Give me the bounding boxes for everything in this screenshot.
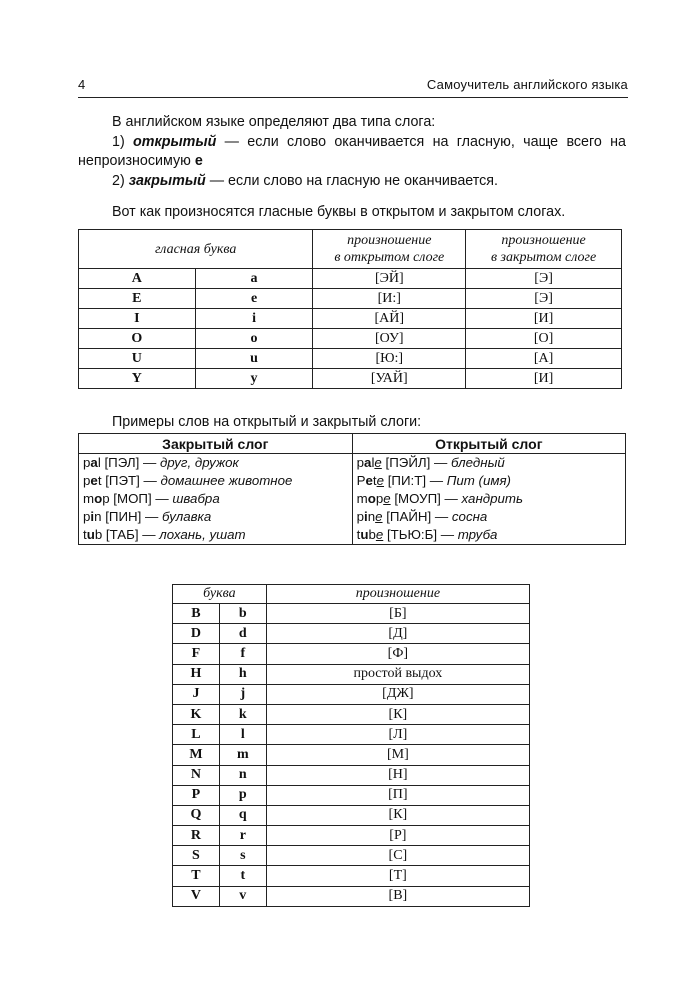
uppercase-letter: U (79, 349, 196, 369)
open-syllable-definition-cont: непроизносимую е (78, 153, 203, 169)
uppercase-letter: P (173, 785, 220, 805)
uppercase-letter: R (173, 826, 220, 846)
table-header-row (79, 230, 622, 269)
uppercase-letter: N (173, 765, 220, 785)
table-row (173, 624, 530, 644)
table-row (173, 785, 530, 805)
open-syllable-pronunciation: [И:] (313, 289, 466, 309)
table-row (173, 704, 530, 724)
lowercase-letter: k (219, 704, 266, 724)
pronunciation: [Ф] (266, 644, 529, 664)
intro-line: В английском языке определяют два типа слога: (112, 114, 436, 130)
open-term: открытый (133, 133, 217, 150)
running-header (78, 77, 628, 97)
uppercase-letter: V (173, 886, 220, 906)
table-row (173, 725, 530, 745)
open-syllable-example: pale [ПЭЙЛ] — бледный (352, 454, 625, 473)
header-closed-syllable: произношение в закрытом слоге (466, 230, 622, 269)
table-row (79, 329, 622, 349)
lowercase-letter: i (195, 309, 313, 329)
lowercase-letter: s (219, 846, 266, 866)
uppercase-letter: B (173, 604, 220, 624)
lowercase-letter: j (219, 684, 266, 704)
closed-syllable-pronunciation: [И] (466, 309, 622, 329)
uppercase-letter: J (173, 684, 220, 704)
lowercase-letter: a (195, 269, 313, 289)
lowercase-letter: b (219, 604, 266, 624)
table-row (79, 309, 622, 329)
pronunciation: [С] (266, 846, 529, 866)
open-syllable-example: mope [МОУП] — хандрить (352, 490, 625, 508)
table2-lead: Примеры слов на открытый и закрытый слоги: (112, 414, 422, 430)
lowercase-letter: t (219, 866, 266, 886)
table-row (79, 490, 626, 508)
open-syllable-pronunciation: [ОУ] (313, 329, 466, 349)
uppercase-letter: I (79, 309, 196, 329)
running-title: Самоучитель английского языка (426, 77, 628, 92)
uppercase-letter: F (173, 644, 220, 664)
pronunciation: [М] (266, 745, 529, 765)
uppercase-letter: Q (173, 805, 220, 825)
syllable-examples-table (78, 433, 626, 545)
lowercase-letter: q (219, 805, 266, 825)
closed-syllable-example: pin [ПИН] — булавка (79, 508, 353, 526)
pronunciation: [П] (266, 785, 529, 805)
uppercase-letter: A (79, 269, 196, 289)
header-open-syllable: Открытый слог (352, 434, 625, 454)
uppercase-letter: Y (79, 369, 196, 389)
table-row (79, 508, 626, 526)
lowercase-letter: e (195, 289, 313, 309)
header-letter: буква (173, 585, 267, 604)
open-syllable-pronunciation: [Ю:] (313, 349, 466, 369)
table-row (173, 664, 530, 684)
consonant-pronunciation-table (172, 584, 530, 907)
table-row (79, 269, 622, 289)
table-row (173, 826, 530, 846)
closed-syllable-example: pal [ПЭЛ] — друг, дружок (79, 454, 353, 473)
lowercase-letter: r (219, 826, 266, 846)
closed-syllable-example: mop [МОП] — швабра (79, 490, 353, 508)
lowercase-letter: m (219, 745, 266, 765)
table-row (173, 805, 530, 825)
table-row (173, 846, 530, 866)
lowercase-letter: d (219, 624, 266, 644)
lowercase-letter: u (195, 349, 313, 369)
table-row (79, 472, 626, 490)
uppercase-letter: L (173, 725, 220, 745)
lowercase-letter: n (219, 765, 266, 785)
open-syllable-pronunciation: [ЭЙ] (313, 269, 466, 289)
lowercase-letter: v (219, 886, 266, 906)
intro-text (78, 113, 626, 223)
uppercase-letter: O (79, 329, 196, 349)
open-syllable-definition: 1) открытый — если слово оканчивается на гласную, чаще всего на (112, 133, 626, 150)
open-syllable-example: tube [ТЬЮ:Б] — труба (352, 526, 625, 545)
page-number: 4 (78, 77, 86, 92)
lowercase-letter: l (219, 725, 266, 745)
table1-lead: Вот как произносятся гласные буквы в открытом и закрытом слогах. (112, 204, 566, 220)
closed-syllable-pronunciation: [О] (466, 329, 622, 349)
open-syllable-pronunciation: [АЙ] (313, 309, 466, 329)
header-open-syllable: произношение в открытом слоге (313, 230, 466, 269)
uppercase-letter: S (173, 846, 220, 866)
pronunciation: [Р] (266, 826, 529, 846)
open-syllable-example: pine [ПАЙН] — сосна (352, 508, 625, 526)
closed-syllable-pronunciation: [Э] (466, 269, 622, 289)
table-row (79, 349, 622, 369)
closed-syllable-pronunciation: [А] (466, 349, 622, 369)
closed-syllable-pronunciation: [Э] (466, 289, 622, 309)
open-syllable-pronunciation: [УАЙ] (313, 369, 466, 389)
table-row (173, 866, 530, 886)
closed-syllable-example: pet [ПЭТ] — домашнее животное (79, 472, 353, 490)
table-row (173, 745, 530, 765)
uppercase-letter: H (173, 664, 220, 684)
lowercase-letter: p (219, 785, 266, 805)
table-row (173, 644, 530, 664)
table-row (173, 765, 530, 785)
vowel-pronunciation-table (78, 229, 622, 389)
header-rule (78, 97, 628, 98)
mute-e: е (194, 153, 203, 169)
header-closed-syllable: Закрытый слог (79, 434, 353, 454)
uppercase-letter: T (173, 866, 220, 886)
lowercase-letter: f (219, 644, 266, 664)
closed-syllable-definition: 2) закрытый — если слово на гласную не оканчивается. (112, 172, 499, 189)
pronunciation: [Т] (266, 866, 529, 886)
closed-term: закрытый (128, 172, 206, 189)
table-row (79, 289, 622, 309)
lowercase-letter: o (195, 329, 313, 349)
uppercase-letter: M (173, 745, 220, 765)
table-header-row (79, 434, 626, 454)
table-row (173, 886, 530, 906)
table-row (79, 454, 626, 473)
uppercase-letter: D (173, 624, 220, 644)
table-row (79, 526, 626, 545)
header-vowel-letter: гласная буква (79, 230, 313, 269)
lowercase-letter: y (195, 369, 313, 389)
pronunciation: [К] (266, 805, 529, 825)
table-row (173, 604, 530, 624)
pronunciation: [Н] (266, 765, 529, 785)
table-row (79, 369, 622, 389)
closed-syllable-pronunciation: [И] (466, 369, 622, 389)
closed-syllable-example: tub [ТАБ] — лохань, ушат (79, 526, 353, 545)
header-pronunciation: произношение (266, 585, 529, 604)
pronunciation: [Л] (266, 725, 529, 745)
uppercase-letter: K (173, 704, 220, 724)
pronunciation: простой выдох (266, 664, 529, 684)
table-row (173, 684, 530, 704)
lowercase-letter: h (219, 664, 266, 684)
pronunciation: [Б] (266, 604, 529, 624)
pronunciation: [В] (266, 886, 529, 906)
pronunciation: [ДЖ] (266, 684, 529, 704)
uppercase-letter: E (79, 289, 196, 309)
pronunciation: [К] (266, 704, 529, 724)
table-header-row (173, 585, 530, 604)
open-syllable-example: Pete [ПИ:Т] — Пит (имя) (352, 472, 625, 490)
pronunciation: [Д] (266, 624, 529, 644)
